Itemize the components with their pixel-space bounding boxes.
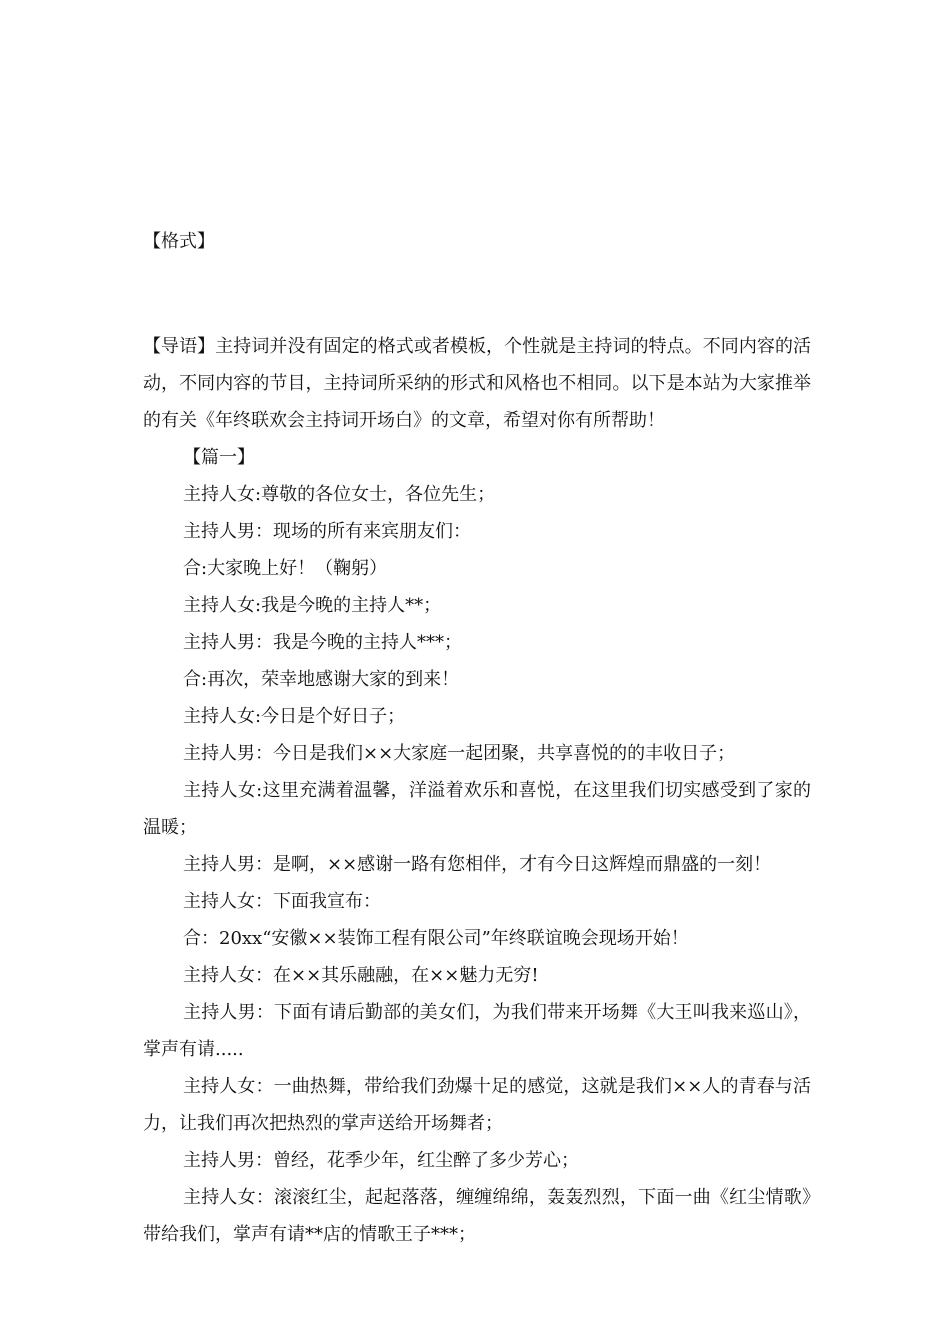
intro-paragraph: 【导语】主持词并没有固定的格式或者模板，个性就是主持词的特点。不同内容的活动，不同内容的节目，主持词所采纳的形式和风格也不相同。以下是本站为大家推举的有关《年终联欢会主持词开场白》的文章，希望对你有所帮助！ <box>143 336 811 431</box>
dialogue-line: 主持人男：是啊，××感谢一路有您相伴，才有今日这辉煌而鼎盛的一刻！ <box>183 854 772 875</box>
dialogue-line: 主持人男：我是今晚的主持人***； <box>183 632 462 653</box>
dialogue-line: 主持人男：下面有请后勤部的美女们，为我们带来开场舞《大王叫我来巡山》，掌声有请..... <box>143 1002 811 1060</box>
dialogue-line: 主持人女:今日是个好日子； <box>183 706 406 727</box>
dialogue-line: 主持人女：一曲热舞，带给我们劲爆十足的感觉，这就是我们××人的青春与活力，让我们再次把热烈的掌声送给开场舞者； <box>143 1076 811 1134</box>
dialogue-line: 主持人女：下面我宣布： <box>183 891 381 912</box>
dialogue-line: 主持人男：现场的所有来宾朋友们： <box>183 521 471 542</box>
dialogue-line: 主持人女:我是今晚的主持人**； <box>183 595 442 616</box>
dialogue-line: 主持人女：滚滚红尘，起起落落，缠缠绵绵，轰轰烈烈，下面一曲《红尘情歌》带给我们，掌声有请**店的情歌王子***； <box>143 1187 811 1245</box>
section-label: 【篇一】 <box>183 447 255 468</box>
dialogue-line: 主持人男：曾经，花季少年，红尘醉了多少芳心； <box>183 1150 579 1171</box>
dialogue-line: 主持人女:这里充满着温馨，洋溢着欢乐和喜悦，在这里我们切实感受到了家的温暖； <box>143 780 811 838</box>
dialogue-line: 主持人男：今日是我们××大家庭一起团聚，共享喜悦的的丰收日子； <box>183 743 736 764</box>
format-heading: 【格式】 <box>143 231 215 252</box>
dialogue-line: 主持人女:尊敬的各位女士，各位先生； <box>183 484 496 505</box>
dialogue-line: 主持人女：在××其乐融融，在××魅力无穷! <box>183 965 539 986</box>
document-body <box>143 328 811 1253</box>
dialogue-line: 合：20xx“安徽××装饰工程有限公司”年终联谊晚会现场开始！ <box>183 928 689 949</box>
dialogue-line: 合:大家晚上好！（鞠躬） <box>183 558 388 579</box>
dialogue-line: 合:再次，荣幸地感谢大家的到来！ <box>183 669 460 690</box>
